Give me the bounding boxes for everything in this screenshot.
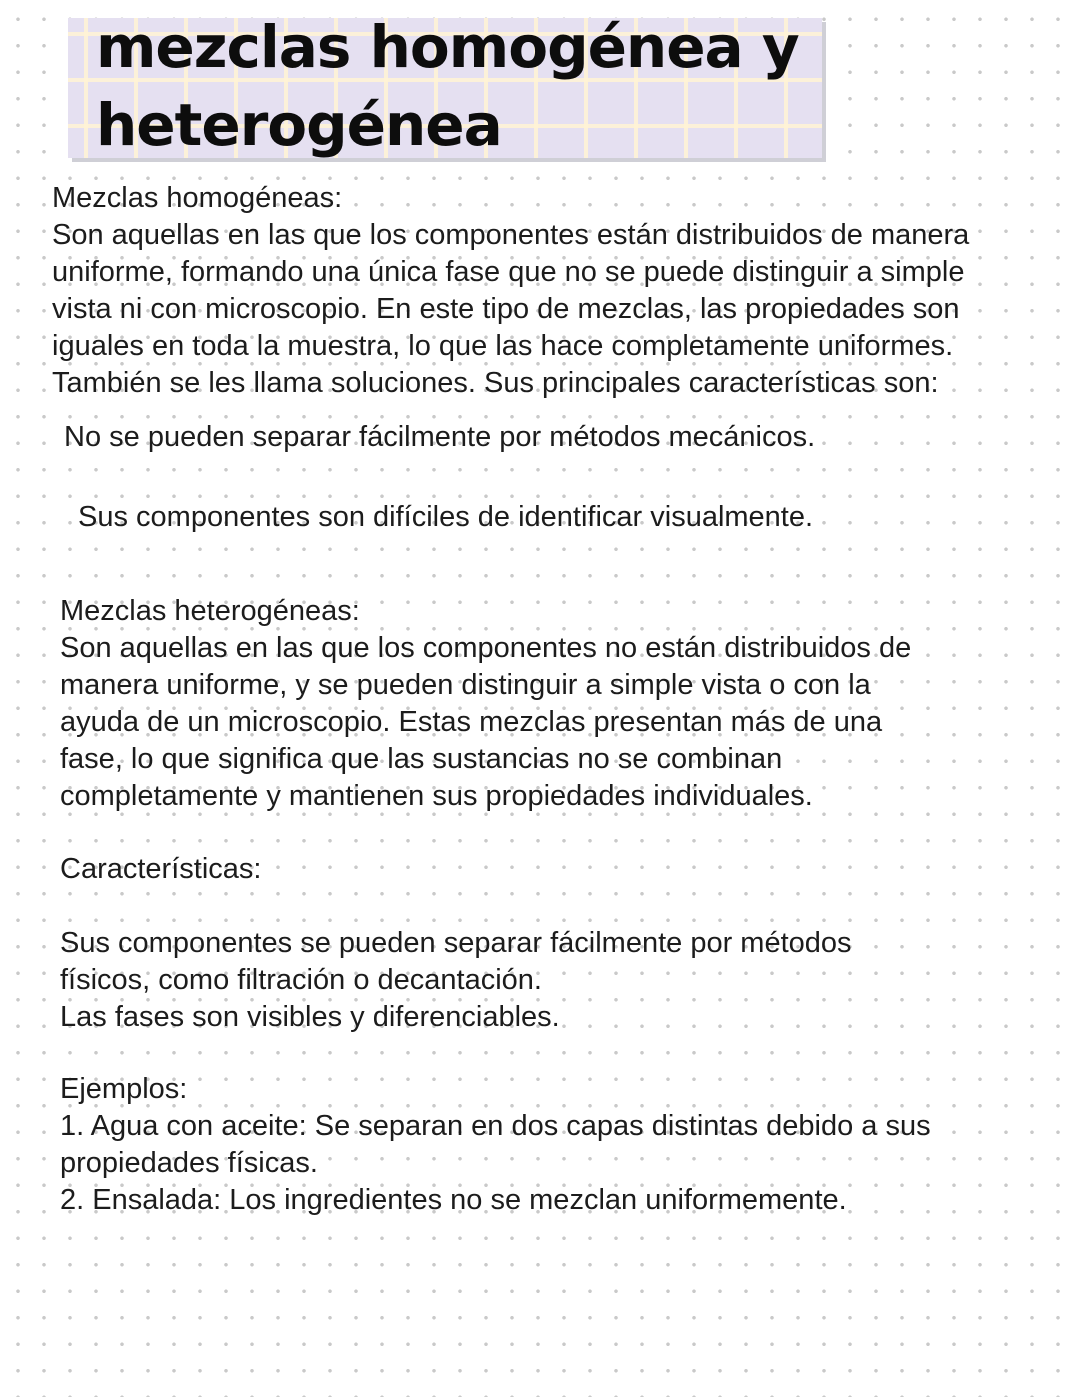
feature-line: físicos, como filtración o decantación. [60,964,542,996]
page-title-line-1: mezclas homogénea y [96,13,799,81]
page-title [96,8,799,164]
homogeneous-line: uniforme, formando una única fase que no se puede distinguir a simple [52,256,965,288]
homogeneous-line: Son aquellas en las que los componentes están distribuidos de manera [52,219,970,251]
homogeneous-line: iguales en toda la muestra, lo que las hace completamente uniformes. [52,330,954,362]
page-title-line-2: heterogénea [96,91,502,159]
heterogeneous-description [60,630,911,815]
homogeneous-line: También se les llama soluciones. Sus principales características son: [52,367,939,399]
heterogeneous-line: manera uniforme, y se pueden distinguir a simple vista o con la [60,669,871,701]
homogeneous-line: vista ni con microscopio. En este tipo de mezclas, las propiedades son [52,293,960,325]
example-line: propiedades físicas. [60,1147,318,1179]
example-line: 1. Agua con aceite: Se separan en dos capas distintas debido a sus [60,1110,931,1142]
heterogeneous-line: ayuda de un microscopio. Estas mezclas presentan más de una [60,706,883,738]
examples-heading: Ejemplos: [60,1073,188,1105]
homogeneous-heading: Mezclas homogéneas: [52,182,343,214]
homogeneous-feature: Sus componentes son difíciles de identificar visualmente. [78,501,814,533]
example-line: 2. Ensalada: Los ingredientes no se mezclan uniformemente. [60,1184,847,1216]
heterogeneous-heading: Mezclas heterogéneas: [60,595,360,627]
examples-list [60,1108,931,1219]
feature-line: Las fases son visibles y diferenciables. [60,1001,560,1033]
feature-line: Sus componentes se pueden separar fácilmente por métodos [60,927,852,959]
heterogeneous-line: Son aquellas en las que los componentes no están distribuidos de [60,632,912,664]
heterogeneous-line: completamente y mantienen sus propiedades individuales. [60,780,813,812]
homogeneous-description [52,217,969,402]
heterogeneous-features [60,925,852,1036]
features-heading: Características: [60,853,262,885]
homogeneous-feature: No se pueden separar fácilmente por métodos mecánicos. [64,421,816,453]
heterogeneous-line: fase, lo que significa que las sustancias no se combinan [60,743,783,775]
